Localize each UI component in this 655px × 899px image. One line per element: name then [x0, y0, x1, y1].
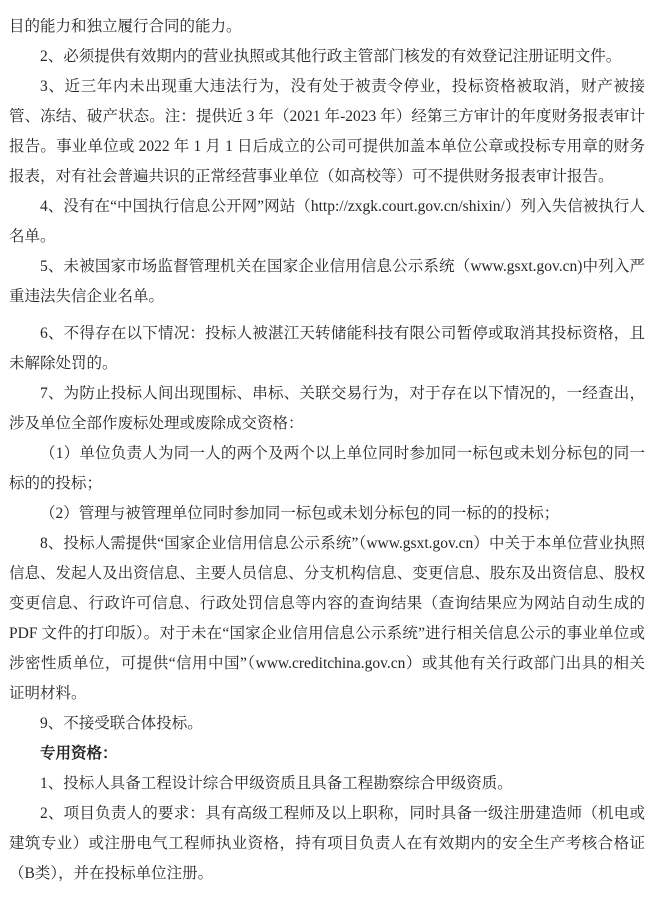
- clause-7: 7、为防止投标人间出现围标、串标、关联交易行为，对于存在以下情况的，一经查出，涉及单位全部作废标处理或废除成交资格：: [9, 385, 645, 432]
- clause-3: 3、近三年内未出现重大违法行为，没有处于被责令停业，投标资格被取消，财产被接管、冻结、破产状态。注：提供近 3 年（2021 年-2023 年）经第三方审计的年度财务报表审计报告。事业单位或 2022 年 1 月 1 日后成立的公司可提供加盖本单位公章或投标专用章的财务报表，对有社会普遍共识的正常经营事业单位（如高校等）可不提供财务报表审计报告。: [9, 78, 645, 185]
- clause-7-sub-1: （1）单位负责人为同一人的两个及两个以上单位同时参加同一标包或未划分标包的同一标的的投标；: [9, 445, 645, 492]
- clause-5: 5、未被国家市场监督管理机关在国家企业信用信息公示系统（www.gsxt.gov.cn)中列入严重违法失信企业名单。: [9, 258, 645, 305]
- clause-8: 8、投标人需提供“国家企业信用信息公示系统”（www.gsxt.gov.cn）中关于本单位营业执照信息、发起人及出资信息、主要人员信息、分支机构信息、变更信息、股东及出资信息、股权变更信息、行政许可信息、行政处罚信息等内容的查询结果（查询结果应为网站自动生成的 PDF 文件的打印版）。对于未在“国家企业信用信息公示系统”进行相关信息公示的事业单位或涉密性质单位，可提供“信用中国”（www.creditchina.gov.cn）或其他有关行政部门出具的相关证明材料。: [9, 535, 645, 702]
- clause-2: 2、必须提供有效期内的营业执照或其他行政主管部门核发的有效登记注册证明文件。: [40, 48, 622, 65]
- clause-4: 4、没有在“中国执行信息公开网”网站（http://zxgk.court.gov.cn/shixin/）列入失信被执行人名单。: [9, 198, 645, 245]
- special-clause-2: 2、项目负责人的要求：具有高级工程师及以上职称，同时具备一级注册建造师（机电或建筑专业）或注册电气工程师执业资格，持有项目负责人在有效期内的安全生产考核合格证（B类），并在投标单位注册。: [9, 805, 645, 882]
- special-clause-1: 1、投标人具备工程设计综合甲级资质且具备工程勘察综合甲级资质。: [40, 775, 513, 792]
- clause-9: 9、不接受联合体投标。: [40, 715, 203, 732]
- special-qualifications-heading: 专用资格：: [40, 745, 118, 762]
- clause-7-sub-2: （2）管理与被管理单位同时参加同一标包或未划分标包的同一标的的投标；: [40, 505, 560, 522]
- paragraph-continuation: 目的能力和独立履行合同的能力。: [9, 18, 242, 35]
- clause-6: 6、不得存在以下情况：投标人被湛江天转储能科技有限公司暂停或取消其投标资格，且未解除处罚的。: [9, 325, 645, 372]
